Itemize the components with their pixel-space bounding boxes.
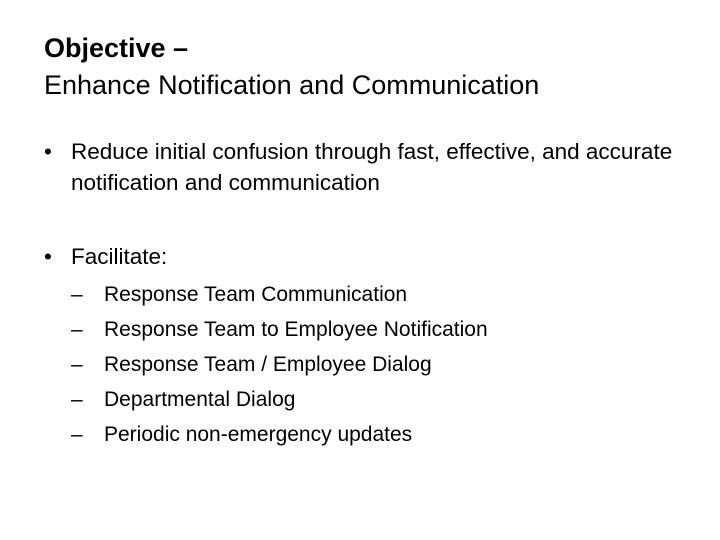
bullet-text: Facilitate:	[71, 244, 168, 269]
bullet-text: Reduce initial confusion through fast, effective, and accurate notification and communication	[71, 139, 673, 195]
sub-list-item	[71, 417, 671, 452]
bullet-item	[44, 136, 684, 198]
title-line-objective: Objective –	[44, 33, 189, 63]
sub-item-text: Periodic non-emergency updates	[104, 423, 413, 446]
sub-list-item	[71, 277, 671, 312]
bullet-marker: •	[44, 139, 52, 164]
dash-marker: –	[71, 283, 83, 306]
sub-list-item	[71, 312, 671, 347]
sub-list-item	[71, 382, 671, 417]
sub-list	[71, 277, 671, 452]
sub-item-text: Departmental Dialog	[104, 388, 296, 411]
dash-marker: –	[71, 318, 83, 341]
title-line-subtitle: Enhance Notification and Communication	[44, 70, 540, 100]
dash-marker: –	[71, 353, 83, 376]
dash-marker: –	[71, 388, 83, 411]
bullet-marker: •	[44, 244, 52, 269]
bullet-item	[44, 241, 684, 272]
dash-marker: –	[71, 423, 83, 446]
sub-item-text: Response Team to Employee Notification	[104, 318, 488, 341]
sub-item-text: Response Team Communication	[104, 283, 408, 306]
sub-list-item	[71, 347, 671, 382]
sub-item-text: Response Team / Employee Dialog	[104, 353, 432, 376]
slide-title	[44, 30, 684, 104]
